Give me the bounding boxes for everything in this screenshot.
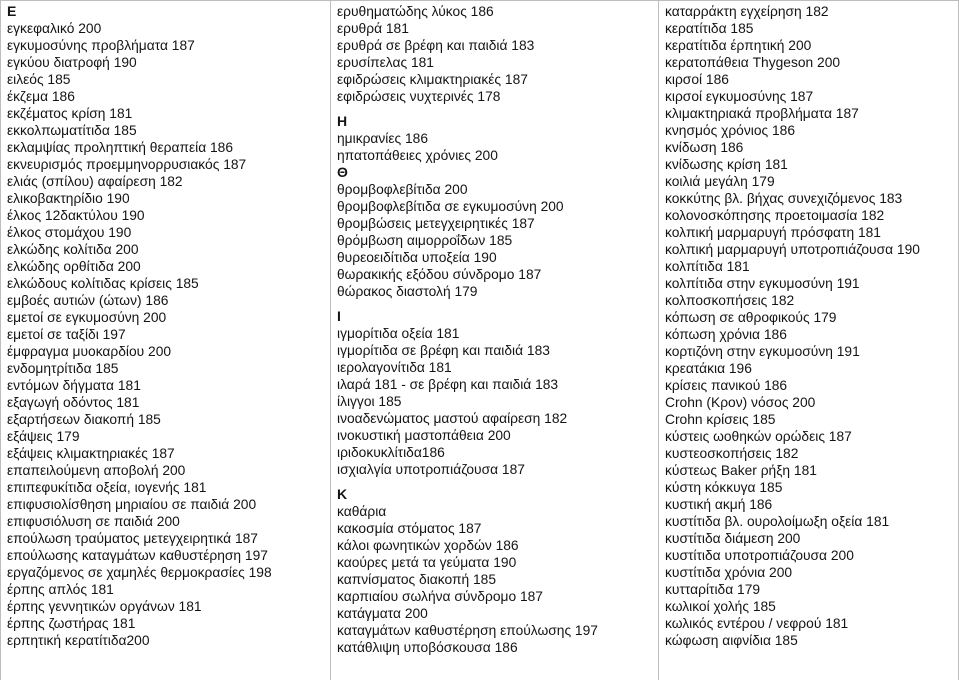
index-entry: κυτταρίτιδα 179 [665, 582, 761, 597]
index-entry: κολποσκοπήσεις 182 [665, 293, 795, 308]
index-entry: ινοκυστική μαστοπάθεια 200 [337, 428, 511, 443]
index-entry: εξαγωγή οδόντος 181 [7, 395, 140, 410]
index-entry: εκνευρισμός προεμμηνορρυσιακός 187 [7, 157, 247, 172]
index-entry: έλκος 12δακτύλου 190 [7, 208, 145, 223]
index-entry: κόπωση σε αθροφικούς 179 [665, 310, 837, 325]
index-entry: ελκώδους κολίτιδας κρίσεις 185 [7, 276, 199, 291]
index-entry: ημικρανίες 186 [337, 131, 429, 146]
section-letter-heading: Η [337, 113, 348, 129]
section-letter-heading: Θ [337, 164, 348, 180]
section-letter-heading: Ι [337, 308, 341, 324]
index-entry: επαπειλούμενη αποβολή 200 [7, 463, 186, 478]
index-entry: επιπεφυκίτιδα οξεία, ιογενής 181 [7, 480, 207, 495]
index-entry: καθάρια [337, 504, 387, 519]
index-entry: καπνίσματος διακοπή 185 [337, 572, 497, 587]
index-entry: εφιδρώσεις νυχτερινές 178 [337, 89, 501, 104]
index-entry: κυστική ακμή 186 [665, 497, 773, 512]
index-entry: κρεατάκια 196 [665, 361, 752, 376]
index-entry: κοιλιά μεγάλη 179 [665, 174, 775, 189]
index-entry: κυστεοσκοπήσεις 182 [665, 446, 799, 461]
index-entry: καταγμάτων καθυστέρηση επούλωσης 197 [337, 623, 598, 638]
index-entry: έμφραγμα μυοκαρδίου 200 [7, 344, 172, 359]
index-entry: ερυθηματώδης λύκος 186 [337, 4, 494, 19]
index-column-1 [0, 1, 331, 680]
index-entry: κύστεως Baker ρήξη 181 [665, 463, 817, 478]
index-entry: κύστεις ωοθηκών ορώδεις 187 [665, 429, 852, 444]
index-entry: θρομβοφλεβίτιδα 200 [337, 182, 468, 197]
index-entry: ιλαρά 181 - σε βρέφη και παιδιά 183 [337, 377, 559, 392]
index-entry: κυστίτιδα διάμεση 200 [665, 531, 801, 546]
section-letter-heading: Κ [337, 486, 348, 502]
index-entry: κώφωση αιφνίδια 185 [665, 633, 798, 648]
index-entry: εντόμων δήγματα 181 [7, 378, 141, 393]
index-entry: εμβοές αυτιών (ώτων) 186 [7, 293, 169, 308]
index-entry: κερατίτιδα έρπητική 200 [665, 38, 812, 53]
index-entry: ελκώδης κολίτιδα 200 [7, 242, 139, 257]
index-entry: εγκύου διατροφή 190 [7, 55, 137, 70]
index-entry: εμετοί σε εγκυμοσύνη 200 [7, 310, 167, 325]
index-entry: κνίδωση 186 [665, 140, 744, 155]
index-entry: κύστη κόκκυγα 185 [665, 480, 783, 495]
index-entry: καρπιαίου σωλήνα σύνδρομο 187 [337, 589, 543, 604]
index-entry: εργαζόμενος σε χαμηλές θερμοκρασίες 198 [7, 565, 272, 580]
index-entry: Crohn (Κρον) νόσος 200 [665, 395, 816, 410]
section-gap [337, 300, 658, 308]
index-entry: έκζεμα 186 [7, 89, 75, 104]
index-entry: επιφυσιόλυση σε παιδιά 200 [7, 514, 180, 529]
index-entry: θωρακικής εξόδου σύνδρομο 187 [337, 267, 542, 282]
index-entry: ιγμορίτιδα σε βρέφη και παιδιά 183 [337, 343, 550, 358]
section-gap [337, 105, 658, 113]
index-entry: έρπης απλός 181 [7, 582, 114, 597]
index-entry: ίλιγγοι 185 [337, 394, 402, 409]
index-entry: κολπική μαρμαρυγή υποτροπιάζουσα 190 [665, 242, 920, 257]
index-entry: ιερολαγονίτιδα 181 [337, 360, 452, 375]
section-gap [337, 478, 658, 486]
index-entry: εφιδρώσεις κλιμακτηριακές 187 [337, 72, 528, 87]
index-entry: κωλικός εντέρου / νεφρού 181 [665, 616, 849, 631]
index-entry: επιφυσιολίσθηση μηριαίου σε παιδιά 200 [7, 497, 257, 512]
index-entry: κορτιζόνη στην εγκυμοσύνη 191 [665, 344, 860, 359]
index-entry: εξαρτήσεων διακοπή 185 [7, 412, 161, 427]
index-entry: ιγμορίτιδα οξεία 181 [337, 326, 460, 341]
index-entry: εκκολπωματίτιδα 185 [7, 123, 137, 138]
index-entry: ερυθρά 181 [337, 21, 409, 36]
index-entry: ενδομητρίτιδα 185 [7, 361, 119, 376]
index-entry: ιριδοκυκλίτιδα186 [337, 445, 445, 460]
index-entry: ερπητική κερατίτιδα200 [7, 633, 150, 648]
index-entry: εξάψεις 179 [7, 429, 80, 444]
index-entry: κολπίτιδα στην εγκυμοσύνη 191 [665, 276, 860, 291]
index-entry: κυστίτιδα χρόνια 200 [665, 565, 793, 580]
index-entry: θρόμβωση αιμορροΐδων 185 [337, 233, 513, 248]
index-entry: θρομβοφλεβίτιδα σε εγκυμοσύνη 200 [337, 199, 564, 214]
index-column-2 [331, 1, 659, 680]
index-entry: εξάψεις κλιμακτηριακές 187 [7, 446, 175, 461]
index-entry: ελκώδης ορθίτιδα 200 [7, 259, 141, 274]
index-entry: κιρσοί εγκυμοσύνης 187 [665, 89, 814, 104]
index-entry: κακοσμία στόματος 187 [337, 521, 482, 536]
index-entry: έρπης ζωστήρας 181 [7, 616, 136, 631]
index-entry: κόπωση χρόνια 186 [665, 327, 787, 342]
index-entry: ελιάς (σπίλου) αφαίρεση 182 [7, 174, 183, 189]
index-entry: εγκεφαλικό 200 [7, 21, 102, 36]
index-entry: επούλωση τραύματος μετεγχειρητικά 187 [7, 531, 258, 546]
index-entry: ειλεός 185 [7, 72, 71, 87]
index-entry: ελικοβακτηρίδιο 190 [7, 191, 130, 206]
index-entry: κατάγματα 200 [337, 606, 428, 621]
index-entry: εκλαμψίας προληπτική θεραπεία 186 [7, 140, 234, 155]
index-entry: θυρεοειδίτιδα υποξεία 190 [337, 250, 497, 265]
index-entry: εγκυμοσύνης προβλήματα 187 [7, 38, 195, 53]
index-entry: κολπική μαρμαρυγή πρόσφατη 181 [665, 225, 881, 240]
index-entry: εκζέματος κρίση 181 [7, 106, 133, 121]
index-entry: κυστίτιδα βλ. ουρολοίμωξη οξεία 181 [665, 514, 890, 529]
index-entry: έρπης γεννητικών οργάνων 181 [7, 599, 202, 614]
index-entry: ηπατοπάθειες χρόνιες 200 [337, 148, 498, 163]
index-entry: επούλωσης καταγμάτων καθυστέρηση 197 [7, 548, 268, 563]
index-entry: κοκκύτης βλ. βήχας συνεχιζόμενος 183 [665, 191, 903, 206]
index-column-3 [659, 1, 959, 680]
section-letter-heading: Ε [7, 3, 17, 19]
index-entry: κερατίτιδα 185 [665, 21, 754, 36]
index-entry: θώρακος διαστολή 179 [337, 284, 478, 299]
index-entry: κιρσοί 186 [665, 72, 729, 87]
index-entry: έλκος στομάχου 190 [7, 225, 132, 240]
index-entry: κυστίτιδα υποτροπιάζουσα 200 [665, 548, 854, 563]
index-entry: κολονοσκόπησης προετοιμασία 182 [665, 208, 885, 223]
index-entry: εμετοί σε ταξίδι 197 [7, 327, 126, 342]
index-entry: Crohn κρίσεις 185 [665, 412, 776, 427]
index-entry: θρομβώσεις μετεγχειρητικές 187 [337, 216, 535, 231]
index-entry: κρίσεις πανικού 186 [665, 378, 788, 393]
index-entry: ινοαδενώματος μαστού αφαίρεση 182 [337, 411, 568, 426]
index-entry: κωλικοί χολής 185 [665, 599, 776, 614]
index-entry: κνίδωσης κρίση 181 [665, 157, 788, 172]
index-entry: ισχιαλγία υποτροπιάζουσα 187 [337, 462, 525, 477]
index-entry: κλιμακτηριακά προβλήματα 187 [665, 106, 859, 121]
index-entry: κολπίτιδα 181 [665, 259, 750, 274]
index-entry: καούρες μετά τα γεύματα 190 [337, 555, 517, 570]
index-entry: καταρράκτη εγχείρηση 182 [665, 4, 829, 19]
index-entry: κερατοπάθεια Thygeson 200 [665, 55, 841, 70]
index-entry: ερυθρά σε βρέφη και παιδιά 183 [337, 38, 535, 53]
index-entry: ερυσίπελας 181 [337, 55, 434, 70]
index-entry: κνησμός χρόνιος 186 [665, 123, 795, 138]
index-entry: κάλοι φωνητικών χορδών 186 [337, 538, 519, 553]
index-entry: κατάθλιψη υποβόσκουσα 186 [337, 640, 518, 655]
